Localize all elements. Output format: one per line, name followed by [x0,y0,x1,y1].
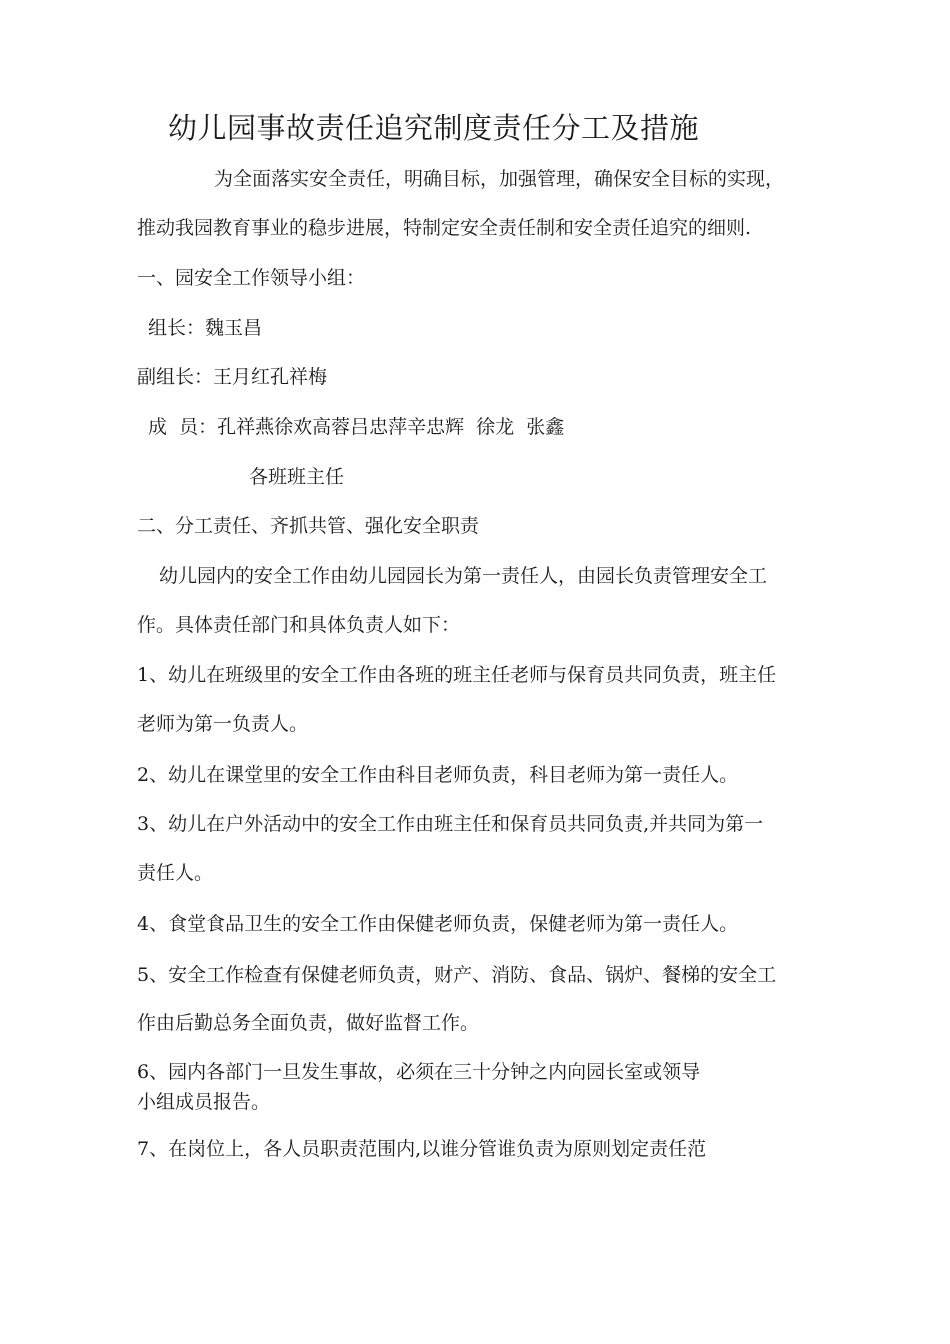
item-6-line-2: 小组成员报告。 [137,1091,271,1113]
item-3-line-1: 3、幼儿在户外活动中的安全工作由班主任和保育员共同负责,并共同为第一 [137,813,764,835]
section1-heading: 一、园安全工作领导小组： [137,267,366,289]
item-6-line-1: 6、园内各部门一旦发生事故，必须在三十分钟之内向园长室或领导 [137,1061,701,1083]
item-2-line-1: 2、幼儿在课堂里的安全工作由科目老师负责，科目老师为第一责任人。 [137,764,739,786]
item-4-line-1: 4、食堂食品卫生的安全工作由保健老师负责，保健老师为第一责任人。 [137,913,739,935]
item-5-line-2: 作由后勤总务全面负责，做好监督工作。 [137,1012,480,1034]
group-leader: 组长：魏玉昌 [148,317,263,339]
deputy-leader: 副组长：王月红孔祥梅 [137,366,328,388]
group-members-cont: 各班班主任 [249,466,345,488]
item-5-line-1: 5、安全工作检查有保健老师负责，财产、消防、食品、锅炉、餐梯的安全工 [137,964,777,986]
item-3-line-2: 责任人。 [137,862,214,884]
item-1-line-2: 老师为第一负责人。 [137,713,309,735]
group-members: 成 员：孔祥燕徐欢高蓉吕忠萍辛忠辉 徐龙 张鑫 [148,416,565,438]
intro-line-1: 为全面落实安全责任，明确目标，加强管理，确保安全目标的实现， [214,168,785,190]
item-7-line-1: 7、在岗位上，各人员职责范围内,以谁分管谁负责为原则划定责任范 [137,1138,707,1160]
intro-line-2: 推动我园教育事业的稳步进展，特制定安全责任制和安全责任追究的细则. [137,217,752,239]
section2-intro-line-2: 作。具体责任部门和具体负责人如下： [137,614,461,636]
document-title: 幼儿园事故责任追究制度责任分工及措施 [168,111,700,145]
section2-intro-line-1: 幼儿园内的安全工作由幼儿园园长为第一责任人，由园长负责管理安全工 [159,565,768,587]
section2-heading: 二、分工责任、齐抓共管、强化安全职责 [137,515,480,537]
item-1-line-1: 1、幼儿在班级里的安全工作由各班的班主任老师与保育员共同负责，班主任 [137,664,777,686]
